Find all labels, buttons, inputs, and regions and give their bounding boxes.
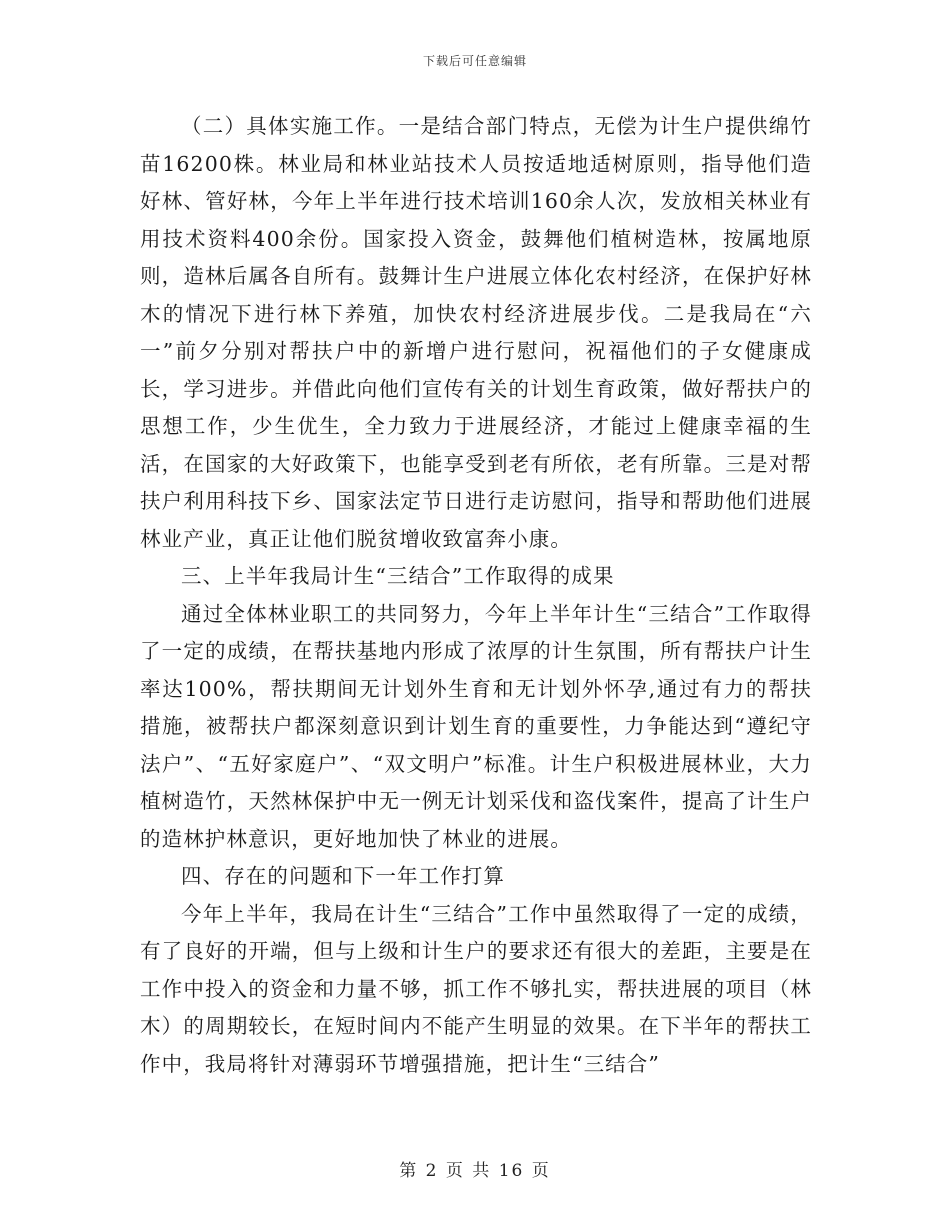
page-number-footer: 第 2 页 共 16 页 [399, 1161, 551, 1181]
paragraph-results: 通过全体林业职工的共同努力，今年上半年计生“三结合”工作取得了一定的成绩，在帮扶基地内形成了浓厚的计生氛围，所有帮扶户计生率达100%，帮扶期间无计划外生育和无计划外怀孕,通过有力的帮扶措施，被帮扶户都深刻意识到计划生育的重要性，力争能达到“遵纪守法户”、“五好家庭户”、“双文明户”标准。计生户积极进展林业，大力植树造竹，天然林保护中无一例无计划采伐和盗伐案件，提高了计生户的造林护林意识，更好地加快了林业的进展。 [140, 601, 812, 851]
section-heading-problems: 四、存在的问题和下一年工作打算 [181, 864, 505, 888]
paragraph-problems: 今年上半年，我局在计生“三结合”工作中虽然取得了一定的成绩，有了良好的开端，但与上级和计生户的要求还有很大的差距，主要是在工作中投入的资金和力量不够，抓工作不够扎实，帮扶进展的项目（林木）的周期较长，在短时间内不能产生明显的效果。在下半年的帮扶工作中，我局将针对薄弱环节增强措施，把计生“三结合” [140, 901, 812, 1076]
document-body [140, 108, 812, 1083]
paragraph-implementation: （二）具体实施工作。一是结合部门特点，无偿为计生户提供绵竹苗16200株。林业局和林业站技术人员按适地适树原则，指导他们造好林、管好林，今年上半年进行技术培训160余人次，发放相关林业有用技术资料400余份。国家投入资金，鼓舞他们植树造林，按属地原则，造林后属各自所有。鼓舞计生户进展立体化农村经济，在保护好林木的情况下进行林下养殖，加快农村经济进展步伐。二是我局在“六一”前夕分别对帮扶户中的新增户进行慰问，祝福他们的子女健康成长，学习进步。并借此向他们宣传有关的计划生育政策，做好帮扶户的思想工作，少生优生，全力致力于进展经济，才能过上健康幸福的生活，在国家的大好政策下，也能享受到老有所依，老有所靠。三是对帮扶户利用科技下乡、国家法定节日进行走访慰问，指导和帮助他们进展林业产业，真正让他们脱贫增收致富奔小康。 [140, 114, 812, 551]
section-heading-results: 三、上半年我局计生“三结合”工作取得的成果 [181, 564, 615, 588]
page-header: 下载后可任意编辑 [422, 54, 527, 68]
